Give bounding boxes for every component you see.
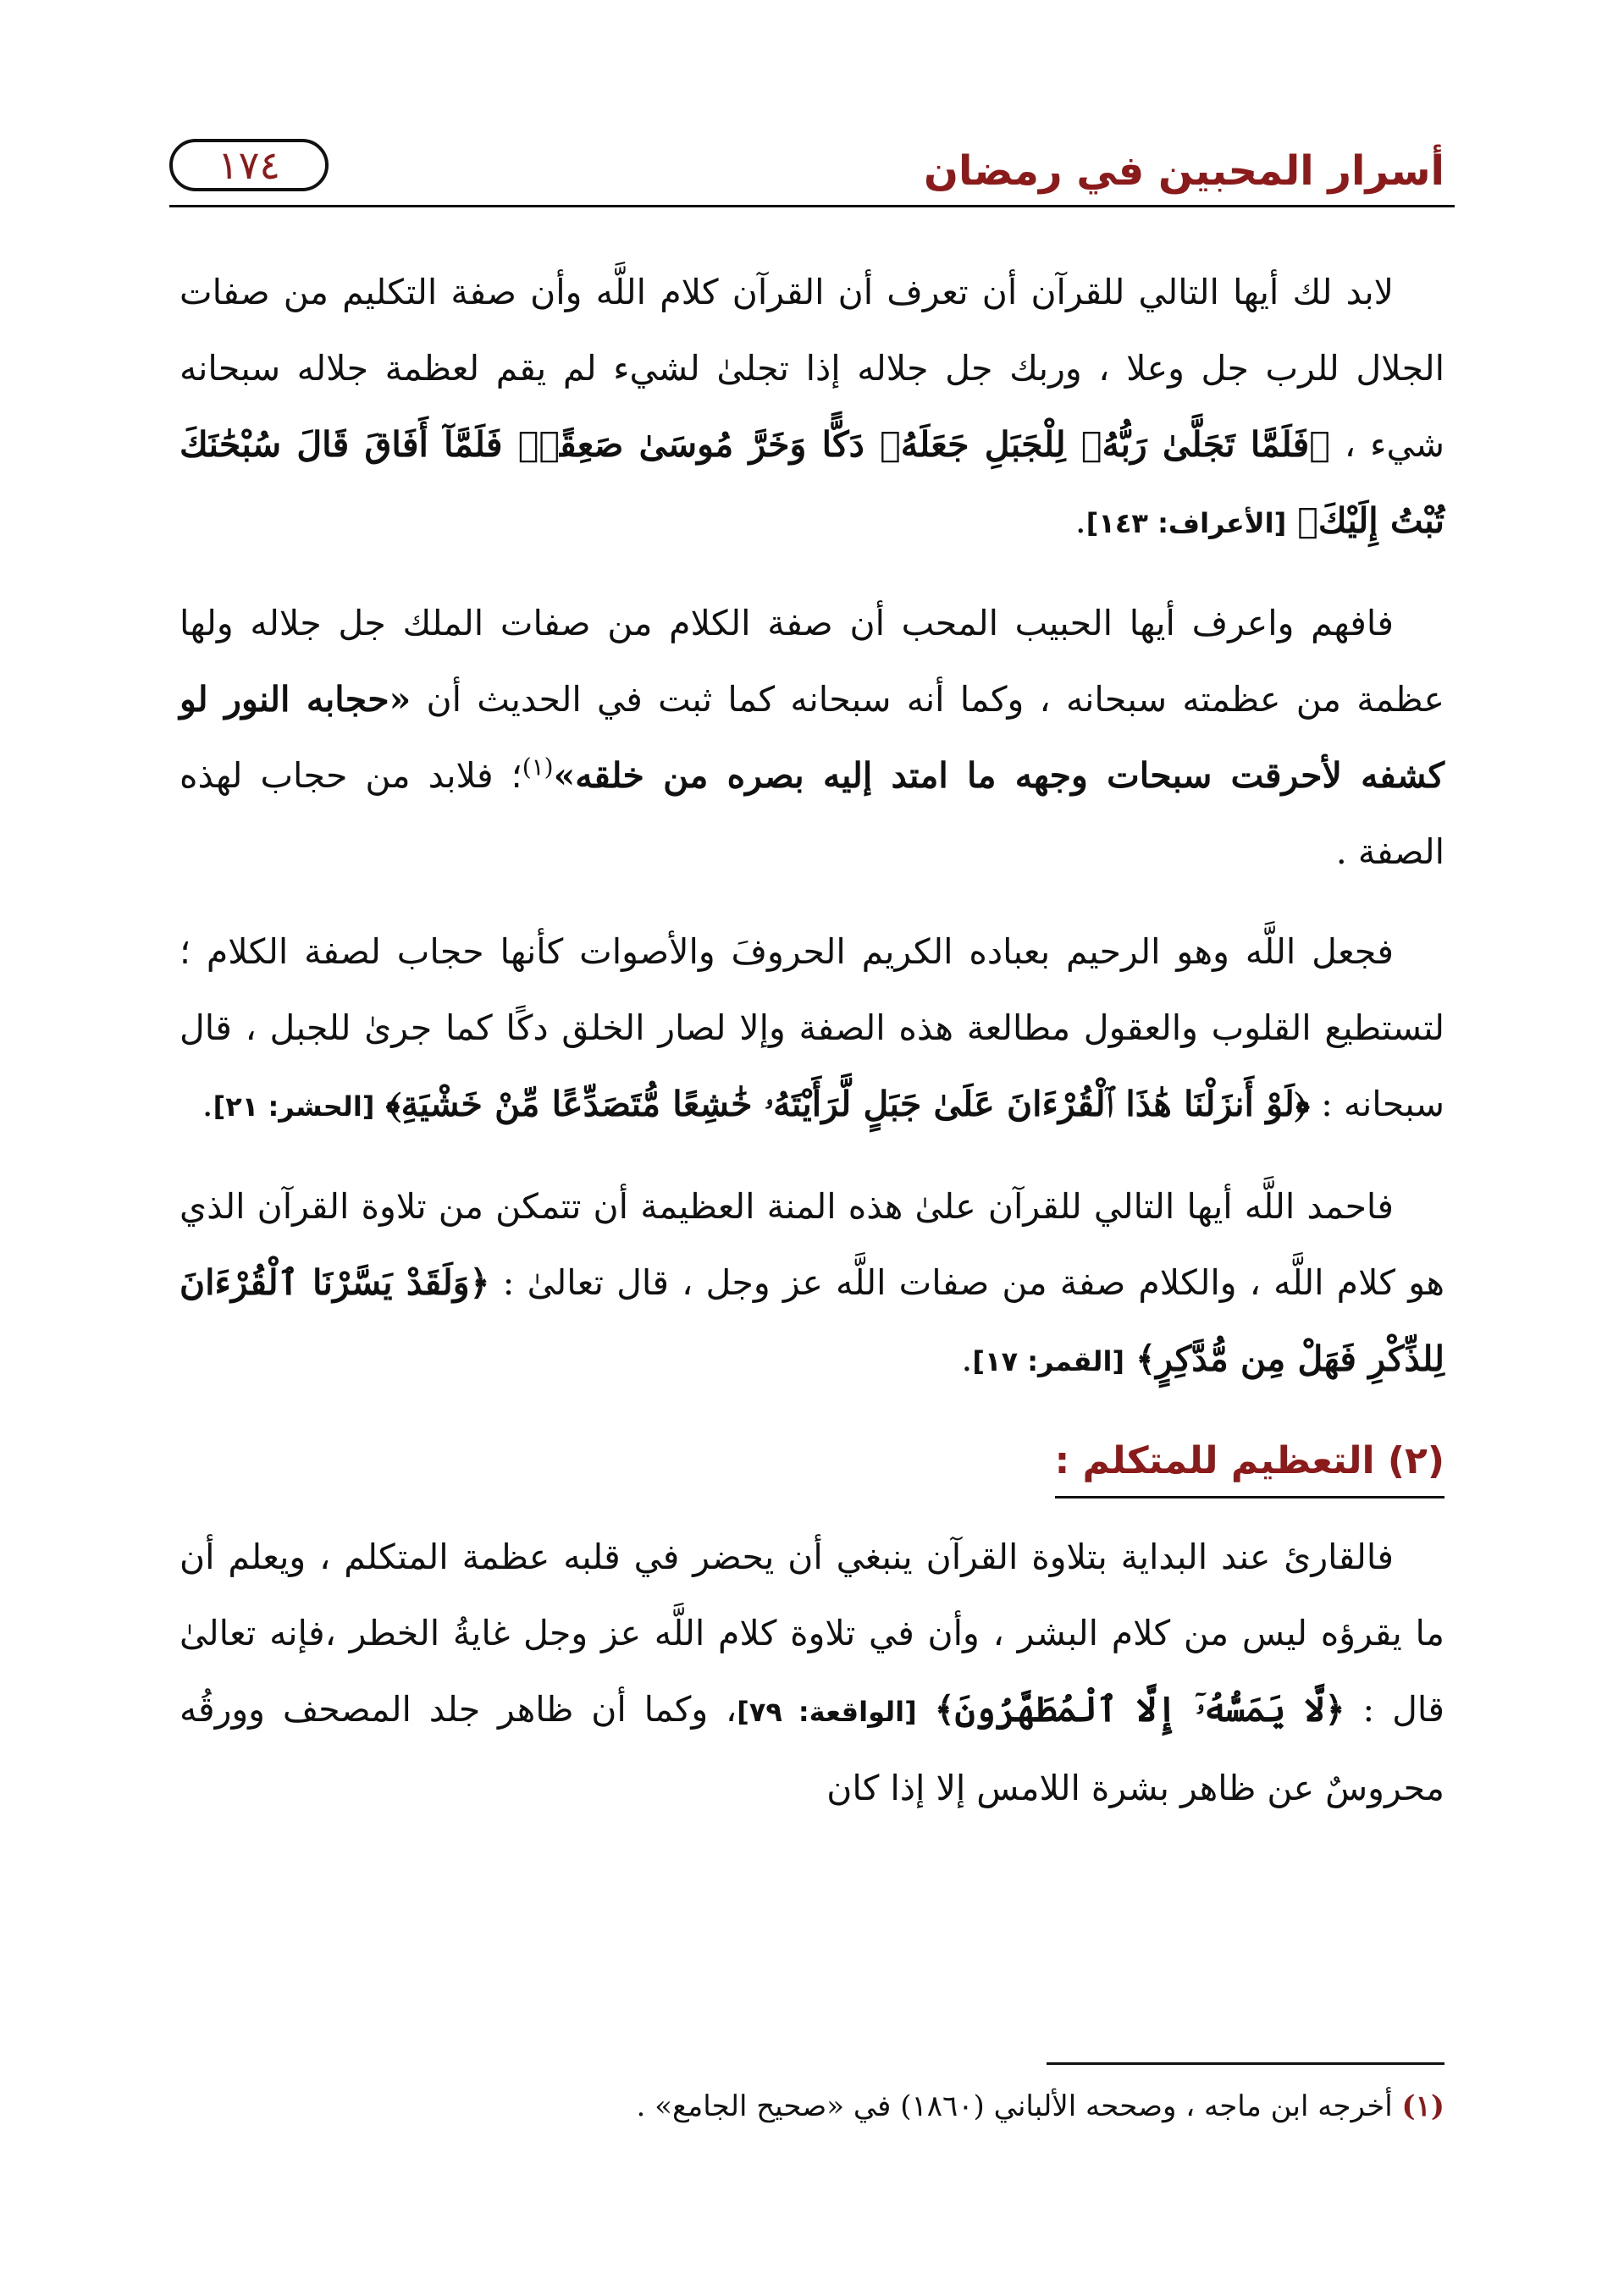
paragraph-text: فالقارئ عند البداية بتلاوة القرآن ينبغي أن يحضر في قلبه عظمة المتكلم ، ويعلم أن ما يقرؤه ليس من كلام البشر ، وأن في تلاوة كلام اللَّه عز وجل غايةُ الخطر ،فإنه تعالىٰ قال :: [180, 1537, 1444, 1730]
quran-verse: ﴿فَلَمَّا تَجَلَّىٰ رَبُّهُۥ لِلْجَبَلِ جَعَلَهُۥ دَكًّا وَخَرَّ مُوسَىٰ صَعِقًاۚ فَلَمَّآ أَفَاقَ قَالَ سُبْحَٰنَكَ تُبْتُ إِلَيْكَ﴾: [180, 424, 1444, 541]
verse-reference: [الحشر: ٢١]: [213, 1090, 375, 1123]
paragraph-5: [180, 1519, 1444, 1826]
paragraph-1: [180, 254, 1444, 561]
footnote-marker: (١): [522, 753, 554, 781]
paragraph-4: [180, 1168, 1444, 1399]
quran-verse: ﴿لَوْ أَنزَلْنَا هَٰذَا ٱلْقُرْءَانَ عَلَىٰ جَبَلٍ لَّرَأَيْتَهُۥ خَٰشِعًا مُّتَصَدِّعًا مِّنْ خَشْيَةِ﴾: [385, 1084, 1311, 1124]
footnote-rule: [1047, 2062, 1444, 2065]
footnote-number: (١): [1401, 2089, 1444, 2123]
paragraph-text: ، وكما أن ظاهر جلد المصحف وورقُه محروسٌ عن ظاهر بشرة اللامس إلا إذا كان: [180, 1689, 1444, 1808]
paragraph-2: [180, 585, 1444, 890]
hadith-quote: «حجابه النور لو كشفه لأحرقت سبحات وجهه ما امتد إليه بصره من خلقه»: [180, 679, 1444, 796]
paragraph-text: .: [202, 1084, 213, 1124]
footnote-text: أخرجه ابن ماجه ، وصححه الألباني (١٨٦٠) في «صحيح الجامع» .: [636, 2089, 1402, 2123]
verse-reference: [الأعراف: ١٤٣]: [1085, 507, 1287, 539]
paragraph-text: فاحمد اللَّه أيها التالي للقرآن علىٰ هذه المنة العظيمة أن تتمكن من تلاوة القرآن الذي هو كلام اللَّه ، والكلام صفة من صفات اللَّه عز وجل ، قال تعالىٰ :: [180, 1186, 1444, 1303]
quran-verse: ﴿لَّا يَمَسُّهُۥٓ إِلَّا ٱلْمُطَهَّرُونَ﴾: [934, 1689, 1345, 1730]
section-heading: (٢) التعظيم للمتكلم :: [1055, 1432, 1444, 1498]
paragraph-text: ؛ فلابد من حجاب لهذه الصفة .: [180, 755, 1444, 872]
page-number-badge: ١٧٤: [169, 139, 329, 191]
main-text: [180, 254, 1444, 1850]
running-title: أسرار المحبين في رمضان: [924, 147, 1444, 195]
paragraph-text: فافهم واعرف أيها الحبيب المحب أن صفة الكلام من صفات الملك جل جلاله ولها عظمة من عظمته سبحانه ، وكما أنه سبحانه كما ثبت في الحديث أن: [180, 603, 1444, 720]
paragraph-text: .: [961, 1338, 973, 1379]
paragraph-text: فجعل اللَّه وهو الرحيم بعباده الكريم الحروفَ والأصوات كأنها حجاب لصفة الكلام ؛ لتستطيع القلوب والعقول مطالعة هذه الصفة وإلا لصار الخلق دكًا كما جرىٰ للجبل ، قال سبحانه :: [180, 931, 1444, 1124]
quran-verse: ﴿وَلَقَدْ يَسَّرْنَا ٱلْقُرْءَانَ لِلذِّكْرِ فَهَلْ مِن مُّدَّكِرٍ﴾: [180, 1262, 1444, 1379]
footnote: [180, 2083, 1444, 2130]
verse-reference: [الواقعة: ٧٩]: [737, 1696, 917, 1728]
paragraph-text: .: [1074, 500, 1086, 541]
verse-reference: [القمر: ١٧]: [972, 1345, 1125, 1377]
paragraph-3: [180, 913, 1444, 1145]
paragraph-text: لابد لك أيها التالي للقرآن أن تعرف أن القرآن كلام اللَّه وأن صفة التكليم من صفات الجلال للرب جل وعلا ، وربك جل جلاله إذا تجلىٰ لشيء لم يقم لعظمة جلاله سبحانه شيء ،: [180, 272, 1444, 465]
header-rule: [169, 205, 1455, 207]
page-header: [169, 127, 1455, 220]
